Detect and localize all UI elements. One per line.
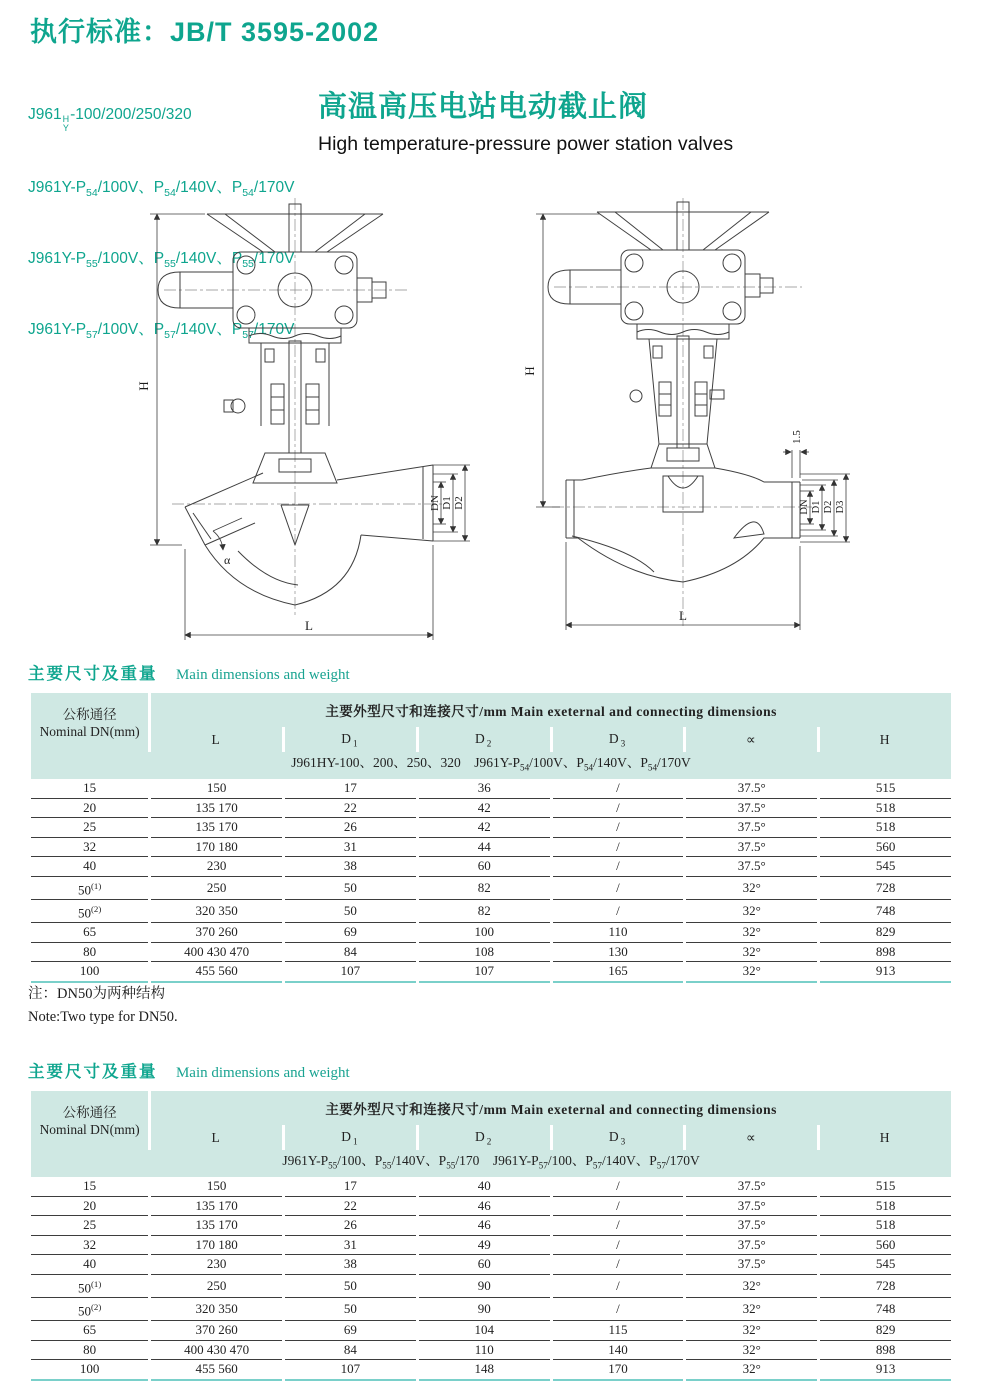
value-cell: 728 <box>820 877 951 900</box>
table-row <box>31 1255 951 1275</box>
value-cell: 400 430 470 <box>151 943 282 963</box>
table-row <box>31 779 951 799</box>
value-cell: 230 <box>151 857 282 877</box>
value-cell: 50 <box>285 1298 416 1321</box>
col-header-dn-cn: 公称通径 <box>62 1104 117 1120</box>
model-line-2: $J961Y-P_{54}/100V$、$P_{54}/140V$、$P_{54}/170V$ <box>28 179 295 200</box>
value-cell: 170 180 <box>151 838 282 858</box>
col-header-H: H <box>820 1125 951 1150</box>
dn-cell: 40 <box>31 857 148 877</box>
model-line-3: $J961Y-P_{55}/100V$、$P_{55}/140V$、$P_{55}/170V$ <box>28 250 295 271</box>
value-cell: 230 <box>151 1255 282 1275</box>
value-cell: 38 <box>285 1255 416 1275</box>
value-cell: / <box>553 818 684 838</box>
section-title-cn: 主要尺寸及重量 <box>28 665 158 683</box>
value-cell: 50 <box>285 1275 416 1298</box>
table-row <box>31 1177 951 1197</box>
value-cell: 38 <box>285 857 416 877</box>
note-en: Note:Two type for DN50. <box>28 1009 178 1025</box>
value-cell: 320 350 <box>151 1298 282 1321</box>
value-cell: / <box>553 838 684 858</box>
value-cell: 110 <box>419 1341 550 1361</box>
value-cell: 748 <box>820 900 951 923</box>
dim-label-alpha: α <box>224 553 231 567</box>
table-row <box>31 1275 951 1298</box>
col-header-alpha: ∝ <box>686 1125 817 1150</box>
col-header-D2: $D_2$ <box>419 1125 550 1150</box>
section-title-1 <box>28 660 350 682</box>
dn-cell: 50$^{(1)}$ <box>31 1275 148 1298</box>
value-cell: / <box>553 1255 684 1275</box>
table-row <box>31 1341 951 1361</box>
value-cell: 108 <box>419 943 550 963</box>
valve-drawing-butt-weld <box>512 186 862 651</box>
model-variant-row <box>31 752 951 779</box>
value-cell: 32° <box>686 877 817 900</box>
value-cell: 560 <box>820 838 951 858</box>
value-cell: 37.5° <box>686 857 817 877</box>
value-cell: 370 260 <box>151 1321 282 1341</box>
table-note <box>28 983 178 1029</box>
value-cell: 107 <box>419 962 550 983</box>
value-cell: 50 <box>285 877 416 900</box>
col-header-dn <box>31 693 148 752</box>
value-cell: 130 <box>553 943 684 963</box>
value-cell: 150 <box>151 1177 282 1197</box>
section-title-2 <box>28 1058 350 1080</box>
table-row <box>31 818 951 838</box>
table-row <box>31 943 951 963</box>
dn-cell: 65 <box>31 923 148 943</box>
value-cell: 104 <box>419 1321 550 1341</box>
dim-label-dn: DN <box>429 495 441 511</box>
value-cell: 36 <box>419 779 550 799</box>
value-cell: 518 <box>820 818 951 838</box>
value-cell: 40 <box>419 1177 550 1197</box>
dim-label-d2: D2 <box>453 496 465 510</box>
value-cell: 170 <box>553 1360 684 1381</box>
value-cell: 46 <box>419 1216 550 1236</box>
value-cell: 32° <box>686 1298 817 1321</box>
table-row <box>31 1236 951 1256</box>
value-cell: 748 <box>820 1298 951 1321</box>
model-variant-row <box>31 1150 951 1177</box>
value-cell: 400 430 470 <box>151 1341 282 1361</box>
model-variant-text: J961HY-100、200、250、320 $J961Y-P_{54}/100V$、$P_{54}/140V$、$P_{54}/170V$ <box>31 752 951 779</box>
dn-cell: 50$^{(2)}$ <box>31 900 148 923</box>
dim-alpha <box>213 518 242 550</box>
table-row <box>31 1197 951 1217</box>
col-header-D1: $D_1$ <box>285 1125 416 1150</box>
value-cell: 90 <box>419 1298 550 1321</box>
value-cell: 135 170 <box>151 818 282 838</box>
value-cell: 518 <box>820 1197 951 1217</box>
value-cell: 37.5° <box>686 1236 817 1256</box>
dn-cell: 80 <box>31 943 148 963</box>
dn-cell: 80 <box>31 1341 148 1361</box>
dimensions-table-2 <box>28 1091 954 1381</box>
value-cell: 84 <box>285 943 416 963</box>
col-header-H: H <box>820 727 951 752</box>
dim-H <box>536 214 600 507</box>
group-header: 主要外型尺寸和连接尺寸/mm Main exeternal and connecting dimensions <box>151 1091 951 1125</box>
value-cell: 17 <box>285 779 416 799</box>
value-cell: 37.5° <box>686 838 817 858</box>
value-cell: 37.5° <box>686 1177 817 1197</box>
dn-cell: 15 <box>31 779 148 799</box>
value-cell: 26 <box>285 818 416 838</box>
col-header-alpha: ∝ <box>686 727 817 752</box>
dn-cell: 20 <box>31 1197 148 1217</box>
value-cell: 60 <box>419 1255 550 1275</box>
value-cell: 32° <box>686 923 817 943</box>
value-cell: 31 <box>285 838 416 858</box>
value-cell: 320 350 <box>151 900 282 923</box>
value-cell: 37.5° <box>686 779 817 799</box>
table-row <box>31 1360 951 1381</box>
value-cell: 22 <box>285 799 416 819</box>
dn-cell: 40 <box>31 1255 148 1275</box>
table-row <box>31 1216 951 1236</box>
value-cell: 250 <box>151 877 282 900</box>
table-row <box>31 1321 951 1341</box>
value-cell: / <box>553 1275 684 1298</box>
col-header-D3: $D_3$ <box>553 727 684 752</box>
value-cell: 898 <box>820 1341 951 1361</box>
dn-cell: 50$^{(1)}$ <box>31 877 148 900</box>
value-cell: 515 <box>820 1177 951 1197</box>
table-row <box>31 900 951 923</box>
value-cell: / <box>553 877 684 900</box>
value-cell: 32° <box>686 1321 817 1341</box>
value-cell: 545 <box>820 1255 951 1275</box>
dim-label-d1: D1 <box>441 496 453 510</box>
dim-H <box>150 214 205 545</box>
dn-cell: 25 <box>31 818 148 838</box>
value-cell: 913 <box>820 962 951 983</box>
value-cell: 115 <box>553 1321 684 1341</box>
note-cn: 注：DN50为两种结构 <box>28 986 165 1002</box>
model-line-4: $J961Y-P_{57}/100V$、$P_{57}/140V$、$P_{57}/170V$ <box>28 321 295 342</box>
value-cell: / <box>553 799 684 819</box>
value-cell: 42 <box>419 818 550 838</box>
dn-cell: 50$^{(2)}$ <box>31 1298 148 1321</box>
value-cell: 165 <box>553 962 684 983</box>
value-cell: 90 <box>419 1275 550 1298</box>
yoke-bonnet <box>630 324 729 468</box>
value-cell: 518 <box>820 1216 951 1236</box>
value-cell: 26 <box>285 1216 416 1236</box>
dim-label-dn: DN <box>799 499 810 515</box>
value-cell: 50 <box>285 900 416 923</box>
value-cell: 135 170 <box>151 799 282 819</box>
dn-cell: 32 <box>31 838 148 858</box>
value-cell: 46 <box>419 1197 550 1217</box>
value-cell: 37.5° <box>686 1255 817 1275</box>
value-cell: 140 <box>553 1341 684 1361</box>
dim-label-h: H <box>522 366 537 376</box>
value-cell: 69 <box>285 1321 416 1341</box>
table-row <box>31 857 951 877</box>
value-cell: / <box>553 1177 684 1197</box>
value-cell: 829 <box>820 923 951 943</box>
value-cell: 150 <box>151 779 282 799</box>
col-header-dn <box>31 1091 148 1150</box>
col-header-dn-cn: 公称通径 <box>62 706 117 722</box>
value-cell: 545 <box>820 857 951 877</box>
table-row <box>31 923 951 943</box>
value-cell: 107 <box>285 962 416 983</box>
value-cell: 135 170 <box>151 1216 282 1236</box>
value-cell: 560 <box>820 1236 951 1256</box>
col-header-D1: $D_1$ <box>285 727 416 752</box>
value-cell: / <box>553 779 684 799</box>
value-cell: 898 <box>820 943 951 963</box>
value-cell: 17 <box>285 1177 416 1197</box>
value-cell: 82 <box>419 877 550 900</box>
value-cell: 32° <box>686 900 817 923</box>
page-title-en: High temperature-pressure power station valves <box>318 133 734 155</box>
col-header-dn-en: Nominal DN(mm) <box>39 1121 140 1137</box>
table-row <box>31 1298 951 1321</box>
standard-title: 执行标准：JB/T 3595-2002 <box>30 17 380 47</box>
col-header-L: L <box>151 1125 282 1150</box>
value-cell: 455 560 <box>151 1360 282 1381</box>
value-cell: / <box>553 1236 684 1256</box>
group-header: 主要外型尺寸和连接尺寸/mm Main exeternal and connecting dimensions <box>151 693 951 727</box>
value-cell: 107 <box>285 1360 416 1381</box>
dim-label-l: L <box>305 618 313 633</box>
valve-body <box>185 465 433 605</box>
value-cell: / <box>553 857 684 877</box>
page-title-cn: 高温高压电站电动截止阀 <box>318 91 649 123</box>
value-cell: 370 260 <box>151 923 282 943</box>
dim-label-l: L <box>679 608 687 623</box>
section-title-en: Main dimensions and weight <box>175 667 350 683</box>
value-cell: 84 <box>285 1341 416 1361</box>
valve-drawing-socket-weld <box>110 186 470 661</box>
value-cell: 829 <box>820 1321 951 1341</box>
section-title-en: Main dimensions and weight <box>175 1065 350 1081</box>
value-cell: 250 <box>151 1275 282 1298</box>
table-row <box>31 962 951 983</box>
value-cell: 32° <box>686 1360 817 1381</box>
value-cell: / <box>553 900 684 923</box>
dim-label-d2: D2 <box>823 500 834 514</box>
value-cell: 110 <box>553 923 684 943</box>
value-cell: / <box>553 1197 684 1217</box>
dim-label-gap: 1.5 <box>791 430 803 444</box>
value-cell: 69 <box>285 923 416 943</box>
dim-label-d1: D1 <box>811 500 822 514</box>
value-cell: / <box>553 1298 684 1321</box>
value-cell: 32° <box>686 1275 817 1298</box>
value-cell: 22 <box>285 1197 416 1217</box>
value-cell: 100 <box>419 923 550 943</box>
model-variant-text: $J961Y-P_{55}/100$、$P_{55}/140V$、$P_{55}/170$ $J961Y-P_{57}/100$、$P_{57}/140V$、$P_{57}/170V$ <box>31 1150 951 1177</box>
value-cell: 518 <box>820 799 951 819</box>
model-line-1: J961 H Y -100/200/250/320 <box>28 106 192 133</box>
dim-label-d3: D3 <box>835 500 846 514</box>
value-cell: 135 170 <box>151 1197 282 1217</box>
col-header-L: L <box>151 727 282 752</box>
value-cell: 82 <box>419 900 550 923</box>
value-cell: 913 <box>820 1360 951 1381</box>
dn-cell: 65 <box>31 1321 148 1341</box>
dn-cell: 100 <box>31 1360 148 1381</box>
col-header-D2: $D_2$ <box>419 727 550 752</box>
section-title-cn: 主要尺寸及重量 <box>28 1063 158 1081</box>
yoke-bonnet <box>224 328 341 483</box>
dim-label-h: H <box>136 381 151 391</box>
value-cell: 32° <box>686 1341 817 1361</box>
dn-cell: 32 <box>31 1236 148 1256</box>
value-cell: 37.5° <box>686 1216 817 1236</box>
col-header-dn-en: Nominal DN(mm) <box>39 723 140 739</box>
table-row <box>31 877 951 900</box>
title-block <box>318 84 733 156</box>
dn-cell: 20 <box>31 799 148 819</box>
value-cell: 49 <box>419 1236 550 1256</box>
value-cell: / <box>553 1216 684 1236</box>
value-cell: 37.5° <box>686 799 817 819</box>
dn-cell: 100 <box>31 962 148 983</box>
dn-cell: 15 <box>31 1177 148 1197</box>
value-cell: 60 <box>419 857 550 877</box>
dimensions-table-1 <box>28 693 954 983</box>
value-cell: 728 <box>820 1275 951 1298</box>
table-row <box>31 799 951 819</box>
dn-cell: 25 <box>31 1216 148 1236</box>
value-cell: 32° <box>686 962 817 983</box>
value-cell: 455 560 <box>151 962 282 983</box>
value-cell: 170 180 <box>151 1236 282 1256</box>
value-cell: 44 <box>419 838 550 858</box>
value-cell: 515 <box>820 779 951 799</box>
value-cell: 31 <box>285 1236 416 1256</box>
value-cell: 148 <box>419 1360 550 1381</box>
value-cell: 42 <box>419 799 550 819</box>
value-cell: 32° <box>686 943 817 963</box>
table-row <box>31 838 951 858</box>
value-cell: 37.5° <box>686 818 817 838</box>
col-header-D3: $D_3$ <box>553 1125 684 1150</box>
value-cell: 37.5° <box>686 1197 817 1217</box>
